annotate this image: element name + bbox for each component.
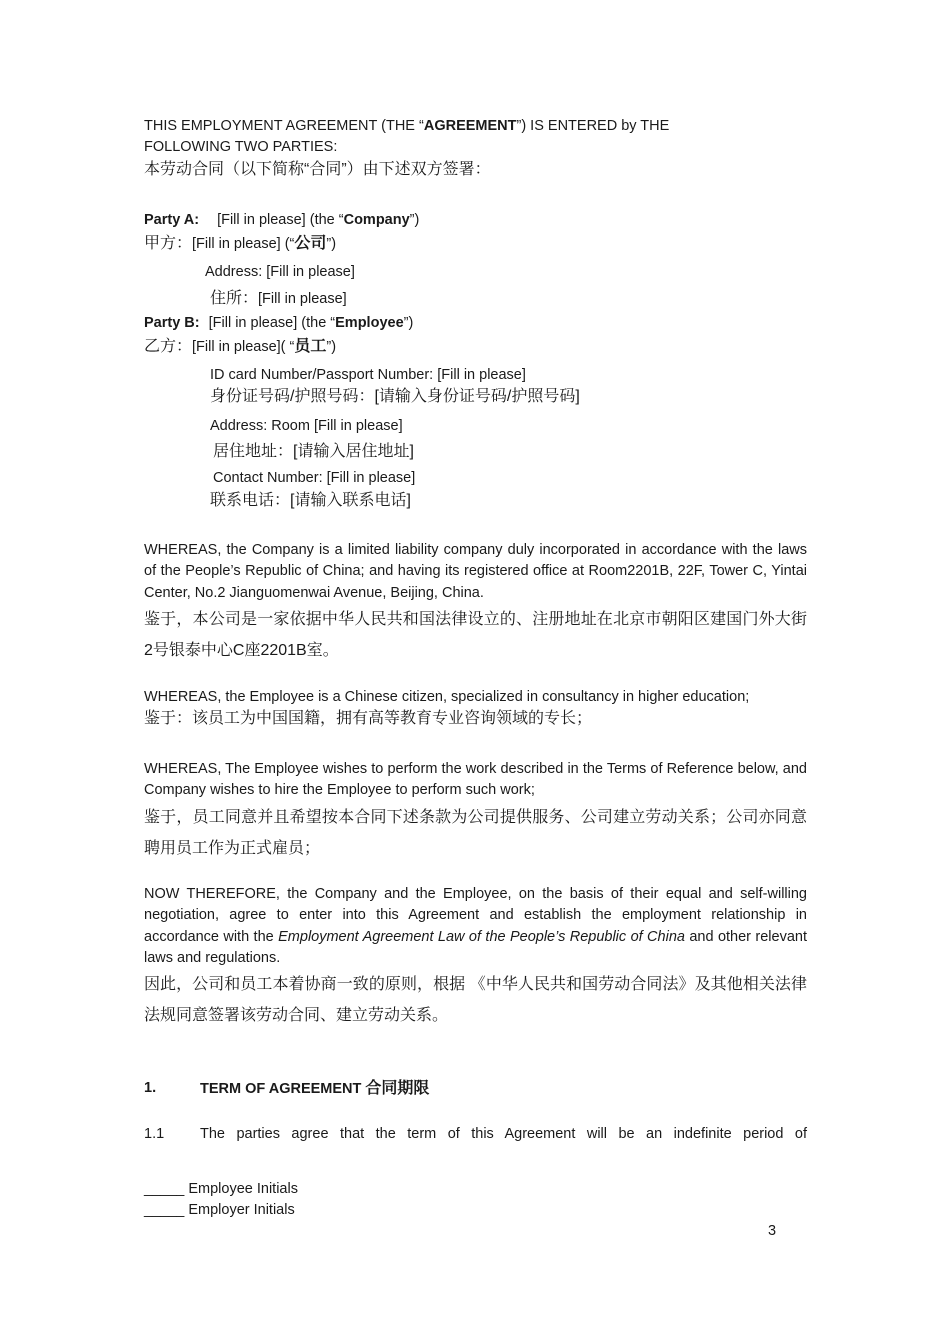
- intro-en-line-1: THIS EMPLOYMENT AGREEMENT (THE “AGREEMENT”) IS ENTERED by THE: [144, 118, 670, 134]
- party-a-cn: 甲方：[Fill in please] (“公司”): [144, 235, 337, 252]
- clause-1-1-number: 1.1: [144, 1126, 165, 1142]
- now-therefore-cn: 因此，公司和员工本着协商一致的原则，根据 《中华人民共和国劳动合同法》及其他相关法律法规同意签署该劳动合同、建立劳动关系。: [144, 976, 807, 1024]
- whereas-2-cn: 鉴于：该员工为中国国籍，拥有高等教育专业咨询领域的专长；: [144, 710, 593, 727]
- party-b-en: Party B: [Fill in please] (the “Employee”): [144, 315, 414, 331]
- party-b-address-cn: 居住地址：[请输入居住地址]: [213, 443, 414, 460]
- party-a-address-en: Address: [Fill in please]: [205, 264, 355, 280]
- party-b-cn: 乙方：[Fill in please]( “员工”): [144, 338, 337, 355]
- party-b-id-cn: 身份证号码/护照号码：[请输入身份证号码/护照号码]: [210, 388, 580, 405]
- party-a-en: Party A: [Fill in please] (the “Company”): [144, 212, 420, 228]
- whereas-3-en: WHEREAS, The Employee wishes to perform the work described in the Terms of Reference below, and Company wishes to hire the Employee to perform such work;: [144, 761, 807, 799]
- clause-1-1-text: The parties agree that the term of this Agreement will be an indefinite period of: [200, 1126, 807, 1142]
- intro-cn: 本劳动合同（以下简称“合同”）由下述双方签署：: [144, 161, 491, 178]
- section-1-number: 1.: [144, 1080, 157, 1096]
- now-therefore-en: NOW THEREFORE, the Company and the Employee, on the basis of their equal and self-willing negotiation, agree to enter into this Agreement and establish the employment relationship in accordance with the Employment Agreement Law of the People’s Republic of China and other relevant laws and regulations.: [144, 886, 807, 967]
- party-b-contact-en: Contact Number: [Fill in please]: [213, 470, 416, 486]
- employer-initials: _____ Employer Initials: [144, 1202, 295, 1218]
- party-a-address-cn: 住所：[Fill in please]: [210, 290, 347, 307]
- whereas-1-cn: 鉴于，本公司是一家依据中华人民共和国法律设立的、注册地址在北京市朝阳区建国门外大街2号银泰中心C座2201B室。: [144, 611, 807, 659]
- party-b-contact-cn: 联系电话：[请输入联系电话]: [210, 492, 411, 509]
- section-1-title: TERM OF AGREEMENT 合同期限: [200, 1080, 430, 1097]
- intro-en-line-2: FOLLOWING TWO PARTIES:: [144, 139, 338, 155]
- whereas-3-cn: 鉴于，员工同意并且希望按本合同下述条款为公司提供服务、公司建立劳动关系；公司亦同意聘用员工作为正式雇员；: [144, 809, 807, 857]
- page-number: 3: [768, 1223, 777, 1239]
- whereas-1-en: WHEREAS, the Company is a limited liability company duly incorporated in accordance with the laws of the People’s Republic of China; and having its registered office at Room2201B, 22F, Tower C, Yintai Center, No.2 Jianguomenwai Avenue, Beijing, China.: [144, 542, 807, 601]
- party-b-id-en: ID card Number/Passport Number: [Fill in please]: [210, 367, 526, 383]
- employee-initials: _____ Employee Initials: [144, 1181, 298, 1197]
- party-b-address-en: Address: Room [Fill in please]: [210, 418, 403, 434]
- whereas-2-en: WHEREAS, the Employee is a Chinese citizen, specialized in consultancy in higher education;: [144, 689, 750, 705]
